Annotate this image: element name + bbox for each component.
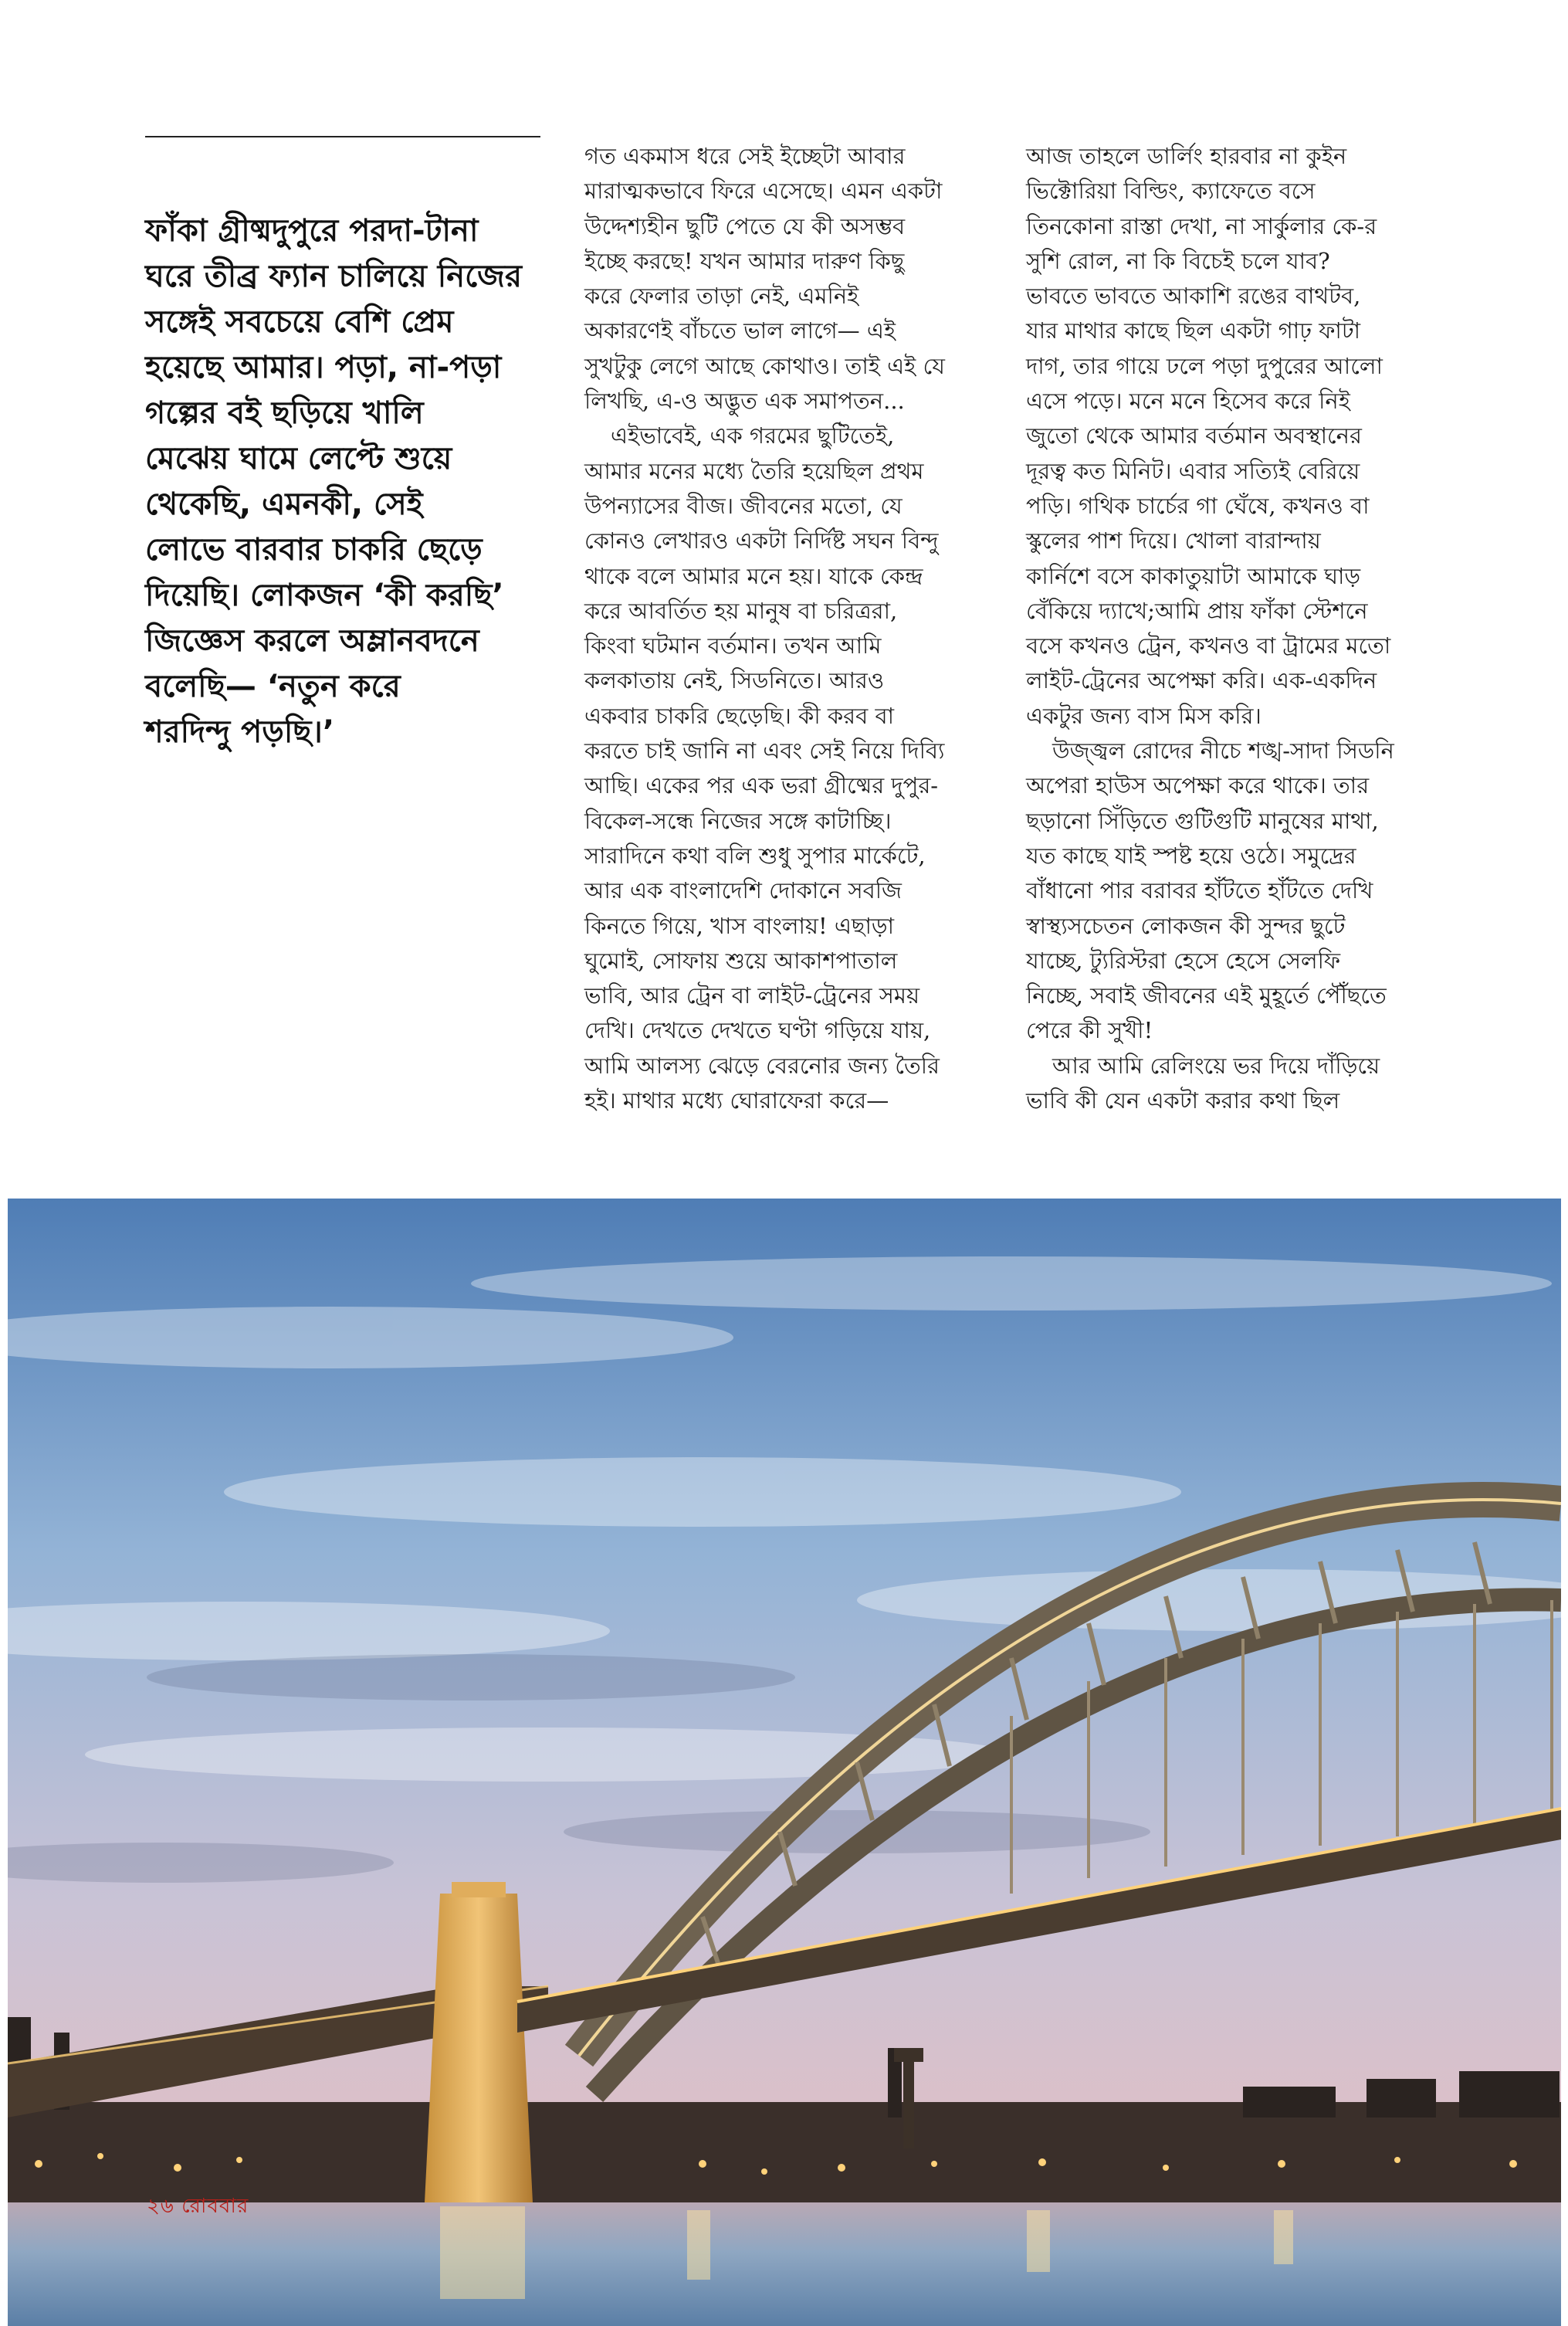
paragraph: আর আমি রেলিংয়ে ভর দিয়ে দাঁড়িয়ে ভাবি কী যেন একটা করার কথা ছিল bbox=[1026, 1052, 1380, 1114]
pull-quote: ফাঁকা গ্রীষ্মদুপুরে পরদা-টানা ঘরে তীব্র ফ্যান চালিয়ে নিজের সঙ্গেই সবচেয়ে বেশি প্রেম হয়েছে আমার। পড়া, না-পড়া গল্পের বই ছড়িয়ে খালি মেঝেয় ঘামে লেপ্টে শুয়ে থেকেছি, এমনকী, সেই লোভে বারবার চাকরি ছেড়ে দিয়েছি। লোকজন ‘কী করছি’ জিজ্ঞেস করলে অম্লানবদনে বলেছি— ‘নতুন করে শরদিন্দু পড়ছি।’ bbox=[145, 213, 522, 750]
pylon bbox=[425, 1894, 533, 2202]
paragraph: উজ্জ্বল রোদের নীচে শঙ্খ-সাদা সিডনি অপেরা হাউস অপেক্ষা করে থাকে। তার ছড়ানো সিঁড়িতে গুটিগুটি মানুষের মাথা, যত কাছে যাই স্পষ্ট হয়ে ওঠে। সমুদ্রের বাঁধানো পার বরাবর হাঁটতে হাঁটতে দেখি স্বাস্থ্যসচেতন লোকজন কী সুন্দর ছুটে যাচ্ছে, ট্যুরিস্টরা হেসে হেসে সেলফি নিচ্ছে, সবাই জীবনের এই মুহূর্তে পৌঁছতে পেরে কী সুখী! bbox=[1026, 737, 1394, 1044]
paragraph: এইভাবেই, এক গরমের ছুটিতেই, আমার মনের মধ্যে তৈরি হয়েছিল প্রথম উপন্যাসের বীজ। জীবনের মতো, যে কোনও লেখারও একটা নির্দিষ্ট সঘন বিন্দু থাকে বলে আমার মনে হয়। যাকে কেন্দ্র করে আবর্তিত হয় মানুষ বা চরিত্ররা, কিংবা ঘটমান বর্তমান। তখন আমি কলকাতায় নেই, সিডনিতে। আরও একবার চাকরি ছেড়েছি। কী করব বা করতে চাই জানি না এবং সেই নিয়ে দিব্যি আছি। একের পর এক ভরা গ্রীষ্মের দুপুর- বিকেল-সন্ধে নিজের সঙ্গে কাটাচ্ছি। সারাদিনে কথা বলি শুধু সুপার মার্কেটে, আর এক বাংলাদেশি দোকানে সবজি কিনতে গিয়ে, খাস বাংলায়! এছাড়া ঘুমোই, সোফায় শুয়ে আকাশপাতাল ভাবি, আর ট্রেন বা লাইট-ট্রেনের সময় দেখি। দেখতে দেখতে ঘণ্টা গড়িয়ে যায়, আমি আলস্য ঝেড়ে বেরনোর জন্য তৈরি হই। মাথার মধ্যে ঘোরাফেরা করে— bbox=[584, 422, 945, 1114]
harbour-bridge-photo bbox=[8, 1199, 1561, 2326]
page-number: ২৬ রোববার bbox=[147, 2195, 249, 2218]
text-column-2 bbox=[1026, 139, 1443, 1118]
text-column-1 bbox=[584, 139, 1001, 1118]
paragraph: আজ তাহলে ডার্লিং হারবার না কুইন ভিক্টোরিয়া বিল্ডিং, ক্যাফেতে বসে তিনকোনা রাস্তা দেখা, না সার্কুলার কে-র সুশি রোল, না কি বিচেই চলে যাব? ভাবতে ভাবতে আকাশি রঙের বাথটব, যার মাথার কাছে ছিল একটা গাঢ় ফাটা দাগ, তার গায়ে ঢলে পড়া দুপুরের আলো এসে পড়ে। মনে মনে হিসেব করে নিই জুতো থেকে আমার বর্তমান অবস্থানের দূরত্ব কত মিনিট। এবার সত্যিই বেরিয়ে পড়ি। গথিক চার্চের গা ঘেঁষে, কখনও বা স্কুলের পাশ দিয়ে। খোলা বারান্দায় কার্নিশে বসে কাকাতুয়াটা আমাকে ঘাড় বেঁকিয়ে দ্যাখে;আমি প্রায় ফাঁকা স্টেশনে বসে কখনও ট্রেন, কখনও বা ট্রামের মতো লাইট-ট্রেনের অপেক্ষা করি। এক-একদিন একটুর জন্য বাস মিস করি। bbox=[1026, 143, 1391, 729]
bridge-illustration bbox=[8, 1199, 1561, 2326]
header-rule bbox=[145, 136, 540, 137]
paragraph: গত একমাস ধরে সেই ইচ্ছেটা আবার মারাত্মকভাবে ফিরে এসেছে। এমন একটা উদ্দেশ্যহীন ছুটি পেতে যে কী অসম্ভব ইচ্ছে করছে! যখন আমার দারুণ কিছু করে ফেলার তাড়া নেই, এমনিই অকারণেই বাঁচতে ভাল লাগে— এই সুখটুকু লেগে আছে কোথাও। তাই এই যে লিখছি, এ-ও অদ্ভুত এক সমাপতন... bbox=[584, 143, 945, 415]
